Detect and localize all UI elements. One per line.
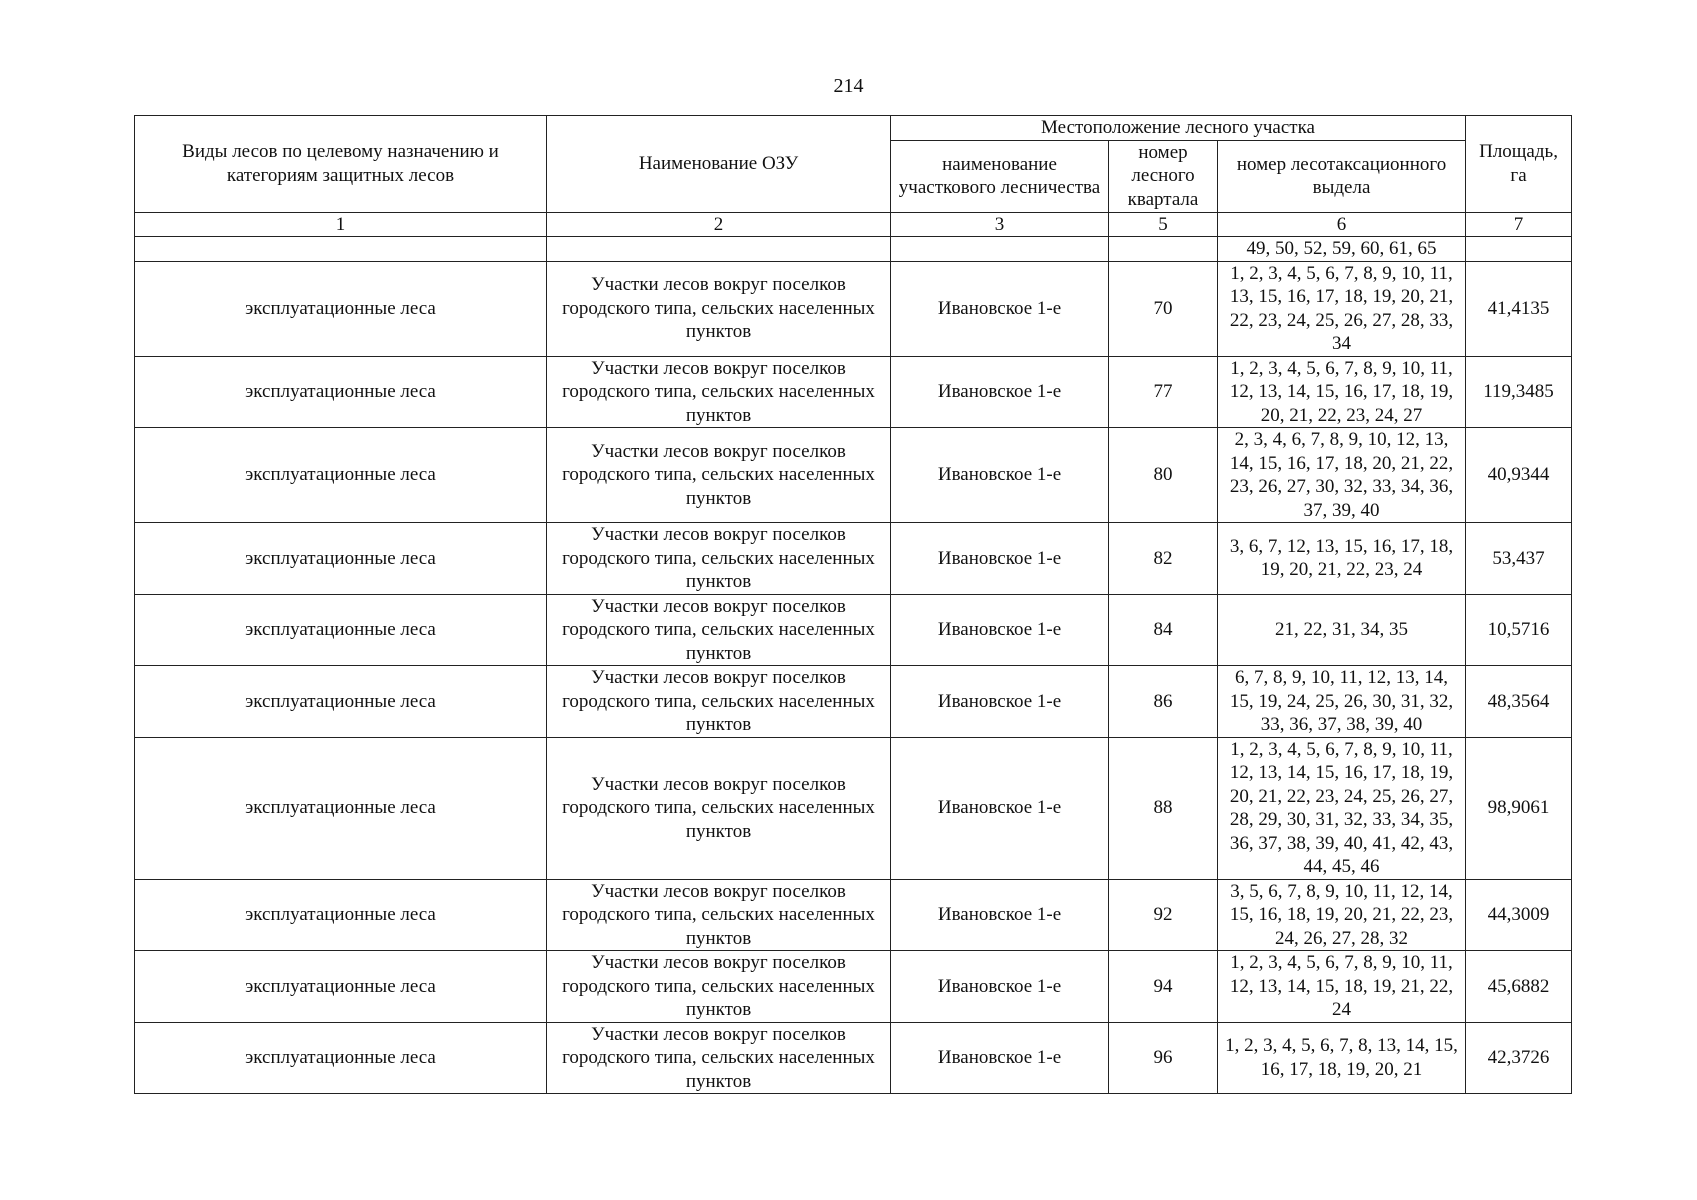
cell-sections: 1, 2, 3, 4, 5, 6, 7, 8, 13, 14, 15, 16, 17, 18, 19, 20, 21 (1218, 1022, 1466, 1094)
cell-quarter: 92 (1109, 879, 1218, 951)
table-row (135, 523, 1572, 595)
cell-area: 42,3726 (1466, 1022, 1572, 1094)
cell-forest-type: эксплуатационные леса (135, 1022, 547, 1094)
table-row (135, 594, 1572, 666)
column-number: 7 (1466, 212, 1572, 237)
table-row (135, 951, 1572, 1023)
cell-sections: 1, 2, 3, 4, 5, 6, 7, 8, 9, 10, 11, 12, 13, 14, 15, 16, 17, 18, 19, 20, 21, 22, 23, 24, 25, 26, 27, 28, 29, 30, 31, 32, 33, 34, 35, 36, 37, 38, 39, 40, 41, 42, 43, 44, 45, 46 (1218, 737, 1466, 879)
header-ozu-name: Наименование ОЗУ (547, 116, 891, 213)
cell-quarter: 86 (1109, 666, 1218, 738)
cell-sections: 3, 5, 6, 7, 8, 9, 10, 11, 12, 14, 15, 16, 18, 19, 20, 21, 22, 23, 24, 26, 27, 28, 32 (1218, 879, 1466, 951)
cell-quarter: 80 (1109, 428, 1218, 523)
column-number: 3 (891, 212, 1109, 237)
cell-forest-type: эксплуатационные леса (135, 879, 547, 951)
continuation-row (135, 237, 1572, 262)
table-body (135, 237, 1572, 1094)
cell-ozu-name: Участки лесов вокруг поселков городского типа, сельских населенных пунктов (547, 666, 891, 738)
header-forestry-name: наименование участкового лесничества (891, 140, 1109, 212)
cell-forest-type: эксплуатационные леса (135, 666, 547, 738)
cell-quarter: 77 (1109, 356, 1218, 428)
header-area: Площадь, га (1466, 116, 1572, 213)
column-number-row (135, 212, 1572, 237)
table-row (135, 356, 1572, 428)
cell-ozu-name: Участки лесов вокруг поселков городского типа, сельских населенных пунктов (547, 261, 891, 356)
cell-ozu-name: Участки лесов вокруг поселков городского типа, сельских населенных пунктов (547, 951, 891, 1023)
header-quarter-number: номер лесного квартала (1109, 140, 1218, 212)
cell-area: 44,3009 (1466, 879, 1572, 951)
cell-area: 10,5716 (1466, 594, 1572, 666)
cell-ozu-name: Участки лесов вокруг поселков городского типа, сельских населенных пунктов (547, 523, 891, 595)
cell-area: 119,3485 (1466, 356, 1572, 428)
cell-forest-type: эксплуатационные леса (135, 594, 547, 666)
cell-quarter: 84 (1109, 594, 1218, 666)
cell-ozu-name: Участки лесов вокруг поселков городского типа, сельских населенных пунктов (547, 356, 891, 428)
cell-sections: 6, 7, 8, 9, 10, 11, 12, 13, 14, 15, 19, 24, 25, 26, 30, 31, 32, 33, 36, 37, 38, 39, 40 (1218, 666, 1466, 738)
table-row (135, 666, 1572, 738)
page-number: 214 (833, 75, 864, 97)
cell-sections: 3, 6, 7, 12, 13, 15, 16, 17, 18, 19, 20, 21, 22, 23, 24 (1218, 523, 1466, 595)
cell-ozu-name: Участки лесов вокруг поселков городского типа, сельских населенных пунктов (547, 879, 891, 951)
header-location-group: Местоположение лесного участка (891, 116, 1466, 141)
column-number: 2 (547, 212, 891, 237)
cell-ozu-name (547, 237, 891, 262)
cell-forestry: Ивановское 1-е (891, 666, 1109, 738)
cell-ozu-name: Участки лесов вокруг поселков городского типа, сельских населенных пунктов (547, 428, 891, 523)
cell-sections: 21, 22, 31, 34, 35 (1218, 594, 1466, 666)
cell-area: 98,9061 (1466, 737, 1572, 879)
cell-forestry: Ивановское 1-е (891, 523, 1109, 595)
cell-sections: 1, 2, 3, 4, 5, 6, 7, 8, 9, 10, 11, 12, 13, 14, 15, 18, 19, 21, 22, 24 (1218, 951, 1466, 1023)
cell-forest-type: эксплуатационные леса (135, 356, 547, 428)
cell-area: 45,6882 (1466, 951, 1572, 1023)
column-number: 5 (1109, 212, 1218, 237)
cell-forestry: Ивановское 1-е (891, 737, 1109, 879)
cell-sections: 2, 3, 4, 6, 7, 8, 9, 10, 12, 13, 14, 15, 16, 17, 18, 20, 21, 22, 23, 26, 27, 30, 32, 33, 34, 36, 37, 39, 40 (1218, 428, 1466, 523)
table-row (135, 1022, 1572, 1094)
cell-quarter: 96 (1109, 1022, 1218, 1094)
cell-quarter: 88 (1109, 737, 1218, 879)
table-header (135, 116, 1572, 237)
cell-quarter (1109, 237, 1218, 262)
forest-plots-table (134, 115, 1572, 1094)
header-section-numbers: номер лесотаксационного выдела (1218, 140, 1466, 212)
cell-forest-type: эксплуатационные леса (135, 737, 547, 879)
cell-forestry: Ивановское 1-е (891, 1022, 1109, 1094)
cell-forest-type: эксплуатационные леса (135, 428, 547, 523)
cell-forestry (891, 237, 1109, 262)
cell-forest-type (135, 237, 547, 262)
cell-ozu-name: Участки лесов вокруг поселков городского типа, сельских населенных пунктов (547, 1022, 891, 1094)
table-row (135, 879, 1572, 951)
cell-ozu-name: Участки лесов вокруг поселков городского типа, сельских населенных пунктов (547, 594, 891, 666)
cell-area: 40,9344 (1466, 428, 1572, 523)
cell-forestry: Ивановское 1-е (891, 356, 1109, 428)
cell-area: 53,437 (1466, 523, 1572, 595)
column-number: 1 (135, 212, 547, 237)
header-forest-type: Виды лесов по целевому назначению и категориям защитных лесов (135, 116, 547, 213)
table-row (135, 737, 1572, 879)
cell-forestry: Ивановское 1-е (891, 261, 1109, 356)
cell-forest-type: эксплуатационные леса (135, 951, 547, 1023)
cell-forestry: Ивановское 1-е (891, 879, 1109, 951)
cell-sections: 49, 50, 52, 59, 60, 61, 65 (1218, 237, 1466, 262)
cell-sections: 1, 2, 3, 4, 5, 6, 7, 8, 9, 10, 11, 12, 13, 14, 15, 16, 17, 18, 19, 20, 21, 22, 23, 24, 27 (1218, 356, 1466, 428)
cell-forest-type: эксплуатационные леса (135, 523, 547, 595)
cell-ozu-name: Участки лесов вокруг поселков городского типа, сельских населенных пунктов (547, 737, 891, 879)
column-number: 6 (1218, 212, 1466, 237)
cell-area (1466, 237, 1572, 262)
table-row (135, 261, 1572, 356)
cell-forest-type: эксплуатационные леса (135, 261, 547, 356)
cell-quarter: 94 (1109, 951, 1218, 1023)
cell-area: 48,3564 (1466, 666, 1572, 738)
cell-sections: 1, 2, 3, 4, 5, 6, 7, 8, 9, 10, 11, 13, 15, 16, 17, 18, 19, 20, 21, 22, 23, 24, 25, 26, 27, 28, 33, 34 (1218, 261, 1466, 356)
cell-quarter: 82 (1109, 523, 1218, 595)
cell-forestry: Ивановское 1-е (891, 951, 1109, 1023)
cell-quarter: 70 (1109, 261, 1218, 356)
cell-forestry: Ивановское 1-е (891, 594, 1109, 666)
table-row (135, 428, 1572, 523)
cell-forestry: Ивановское 1-е (891, 428, 1109, 523)
cell-area: 41,4135 (1466, 261, 1572, 356)
